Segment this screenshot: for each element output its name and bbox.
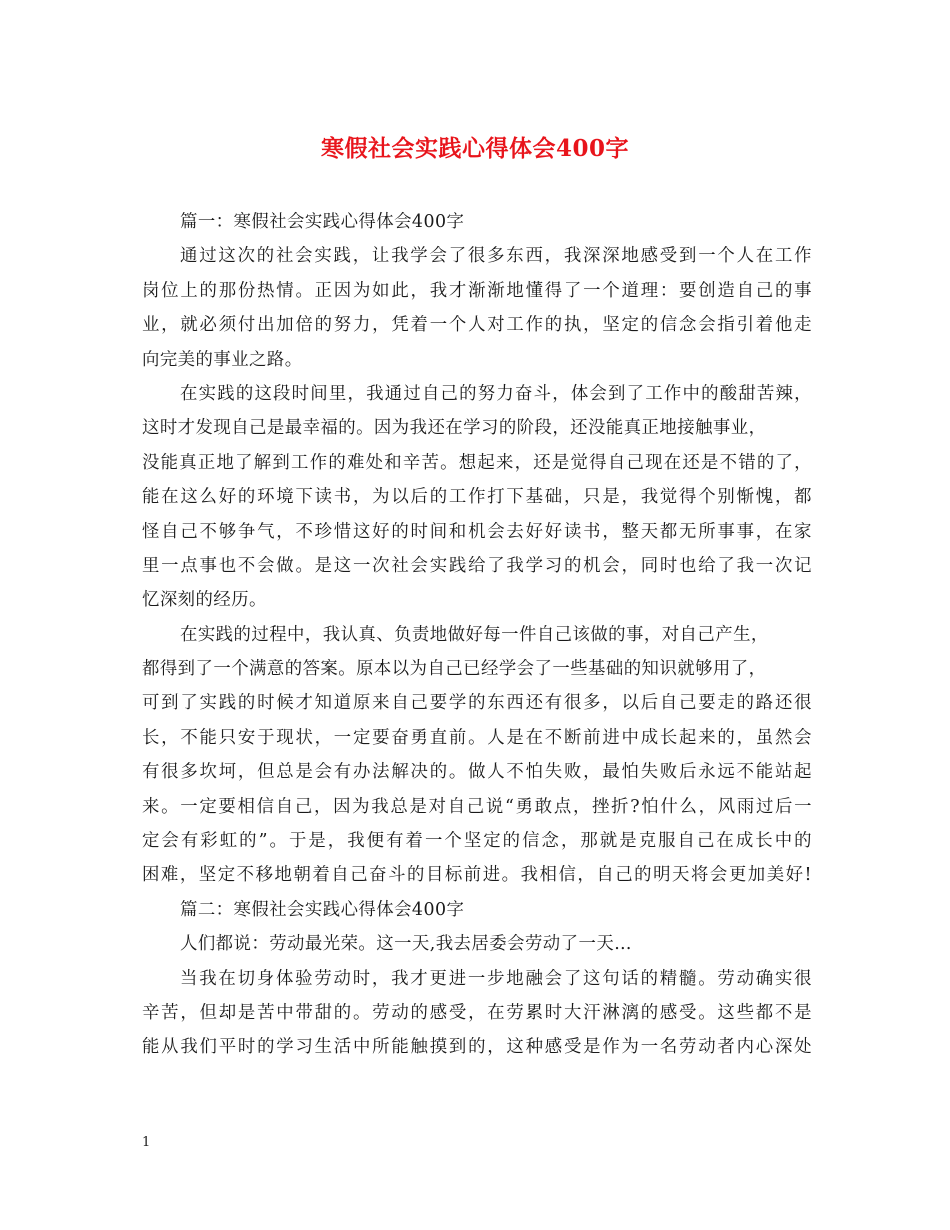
text-line: 定会有彩虹的”。于是，我便有着一个坚定的信念，那就是克服自己在成长中的 [142, 831, 812, 852]
text-line: 这时才发现自己是最幸福的。因为我还在学习的阶段，还没能真正地接触事业， [142, 418, 767, 439]
text-line: 业，就必须付出加倍的努力，凭着一个人对工作的执，坚定的信念会指引着他走 [142, 315, 812, 336]
text-line: 里一点事也不会做。是这一次社会实践给了我学习的机会，同时也给了我一次记 [142, 555, 812, 576]
text-line: 在实践的这段时间里，我通过自己的努力奋斗，体会到了工作中的酸甜苦辣， [180, 383, 812, 404]
text-line: 通过这次的社会实践，让我学会了很多东西，我深深地感受到一个人在工作 [180, 246, 812, 267]
document-title: 寒假社会实践心得体会400字 [320, 135, 629, 162]
text-line: 怪自己不够争气，不珍惜这好的时间和机会去好好读书，整天都无所事事，在家 [142, 521, 812, 542]
text-line: 忆深刻的经历。 [142, 590, 267, 611]
text-line: 人们都说：劳动最光荣。这一天,我去居委会劳动了一天… [180, 934, 632, 955]
document-body [142, 205, 812, 1065]
text-line: 向完美的事业之路。 [142, 349, 303, 370]
text-line: 岗位上的那份热情。正因为如此，我才渐渐地懂得了一个道理：要创造自己的事 [142, 280, 812, 301]
text-line: 都得到了一个满意的答案。原本以为自己已经学会了一些基础的知识就够用了， [142, 659, 767, 680]
text-line: 困难，坚定不移地朝着自己奋斗的目标前进。我相信，自己的明天将会更加美好! [142, 865, 812, 886]
text-line: 来。一定要相信自己，因为我总是对自己说“勇敢点，挫折?怕什么，风雨过后一 [142, 796, 812, 817]
section-heading-2: 篇二：寒假社会实践心得体会400字 [180, 899, 465, 920]
text-line: 有很多坎坷，但总是会有办法解决的。做人不怕失败，最怕失败后永远不能站起 [142, 762, 812, 783]
text-line: 能从我们平时的学习生活中所能触摸到的，这种感受是作为一名劳动者内心深处 [142, 1037, 812, 1058]
text-line: 长，不能只安于现状，一定要奋勇直前。人是在不断前进中成长起来的，虽然会 [142, 727, 812, 748]
page-number: 1 [142, 1135, 151, 1150]
text-line: 没能真正地了解到工作的难处和辛苦。想起来，还是觉得自己现在还是不错的了， [142, 452, 812, 473]
text-line: 当我在切身体验劳动时，我才更进一步地融会了这句话的精髓。劳动确实很 [180, 968, 812, 989]
text-line: 在实践的过程中，我认真、负责地做好每一件自己该做的事，对自己产生， [180, 624, 769, 645]
section-heading-1: 篇一：寒假社会实践心得体会400字 [180, 212, 465, 232]
text-line: 可到了实践的时候才知道原来自己要学的东西还有很多，以后自己要走的路还很 [142, 693, 812, 714]
text-line: 辛苦，但却是苦中带甜的。劳动的感受，在劳累时大汗淋漓的感受。这些都不是 [142, 1002, 812, 1023]
text-line: 能在这么好的环境下读书，为以后的工作打下基础，只是，我觉得个别惭愧，都 [142, 487, 812, 508]
